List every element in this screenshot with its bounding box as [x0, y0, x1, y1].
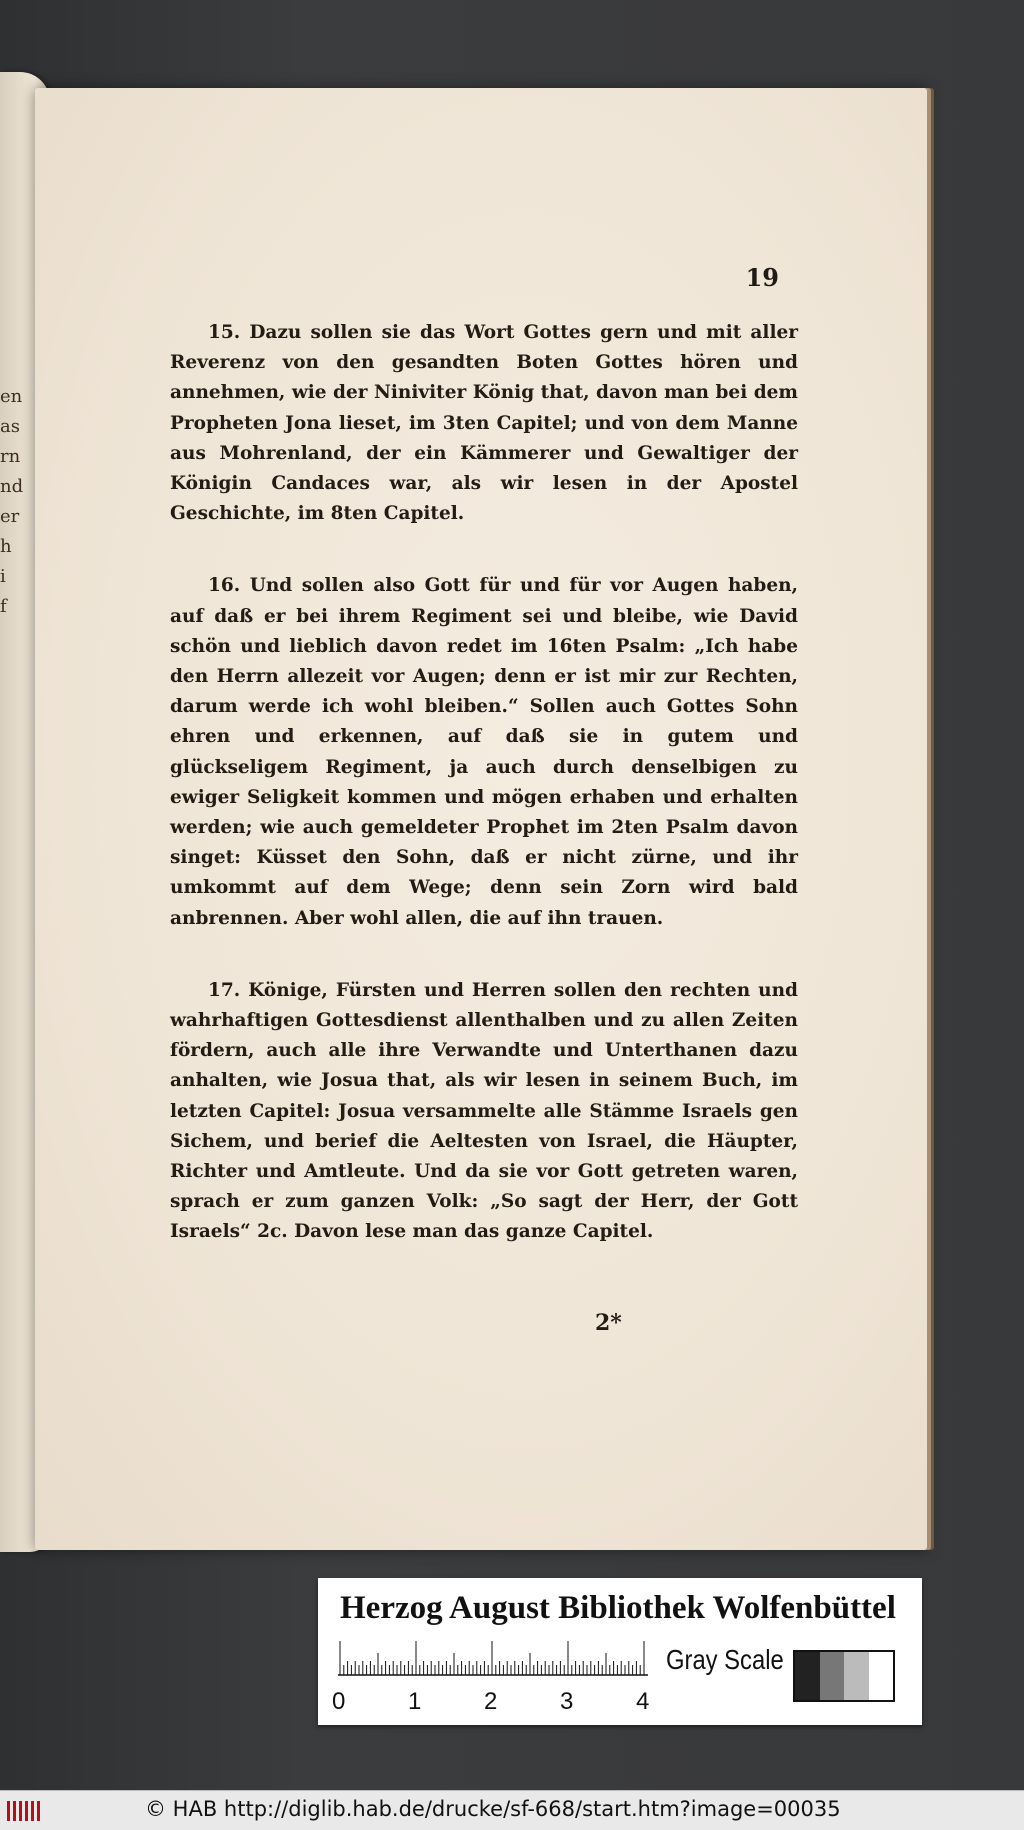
gray-scale-label: Gray Scale	[666, 1644, 784, 1675]
book-page	[35, 88, 927, 1550]
gray-patch	[844, 1652, 869, 1700]
gray-patch	[820, 1652, 845, 1700]
color-target-card	[318, 1578, 922, 1725]
page-text	[170, 318, 798, 1290]
left-page-text-fragments	[0, 382, 24, 622]
page-number: 19	[745, 263, 779, 292]
ruler-number: 3	[560, 1688, 574, 1715]
paragraph-16: 16. Und sollen also Gott für und für vor Augen haben, auf daß er bei ihrem Regiment sei und bleibe, wie David schön und lieblich davon redet im 16ten Psalm: „Ich habe den Herrn allezeit vor Augen; denn er ist mir zur Rechten, darum werde ich wohl bleiben.“ Sollen auch Gottes Sohn ehren und erkennen, auf daß sie in gutem und glückseligem Regiment, ja auch durch denselbigen zu ewiger Seligkeit kommen und mögen erhaben und erhalten werden; wie auch gemeldeter Prophet im 2ten Psalm davon singet: Küsset den Sohn, daß er nicht zürne, und ihr umkommt auf dem Wege; denn sein Zorn wird bald anbrennen. Aber wohl allen, die auf ihn trauen.	[170, 575, 798, 929]
fragment-line: f	[0, 596, 7, 617]
library-title: Herzog August Bibliothek Wolfenbüttel	[340, 1590, 896, 1626]
ruler-number: 4	[636, 1688, 650, 1715]
signature-mark: 2*	[595, 1310, 622, 1336]
fragment-line: nd	[0, 476, 24, 497]
fragment-line: en	[0, 386, 23, 407]
hab-logo-icon	[6, 1799, 46, 1823]
source-url-link[interactable]: © HAB http://diglib.hab.de/drucke/sf-668/start.htm?image=00035	[145, 1797, 841, 1821]
gray-scale-patches	[793, 1650, 895, 1702]
fragment-line: rn	[0, 446, 21, 467]
fragment-line: h	[0, 536, 12, 557]
paragraph-15: 15. Dazu sollen sie das Wort Gottes gern und mit aller Reverenz von den gesandten Boten Gottes hören und annehmen, wie der Niniviter König that, davon man bei dem Propheten Jona lieset, im 3ten Capitel; und von dem Manne aus Mohrenland, der ein Kämmerer und Gewaltiger der Königin Candaces war, als wir lesen in der Apostel Geschichte, im 8ten Capitel.	[170, 322, 798, 525]
ruler-scale	[338, 1640, 648, 1676]
fragment-line: as	[0, 416, 20, 437]
ruler-number: 1	[408, 1688, 422, 1715]
fragment-line: er	[0, 506, 20, 527]
ruler-number: 2	[484, 1688, 498, 1715]
gray-patch	[869, 1652, 894, 1700]
gray-patch	[795, 1652, 820, 1700]
fragment-line: i	[0, 566, 6, 587]
paragraph-17: 17. Könige, Fürsten und Herren sollen den rechten und wahrhaftigen Gottesdienst allenthalben und zu allen Zeiten fördern, auch alle ihre Verwandte und Unterthanen dazu anhalten, wie Josua that, als wir lesen in seinem Buch, im letzten Capitel: Josua versammelte alle Stämme Israels gen Sichem, und berief die Aeltesten von Israel, die Häupter, Richter und Amtleute. Und da sie vor Gott getreten waren, sprach er zum ganzen Volk: „So sagt der Herr, der Gott Israels“ 2c. Davon lese man das ganze Capitel.	[170, 979, 798, 1243]
footer-bar	[0, 1790, 1024, 1830]
ruler-number: 0	[332, 1688, 346, 1715]
